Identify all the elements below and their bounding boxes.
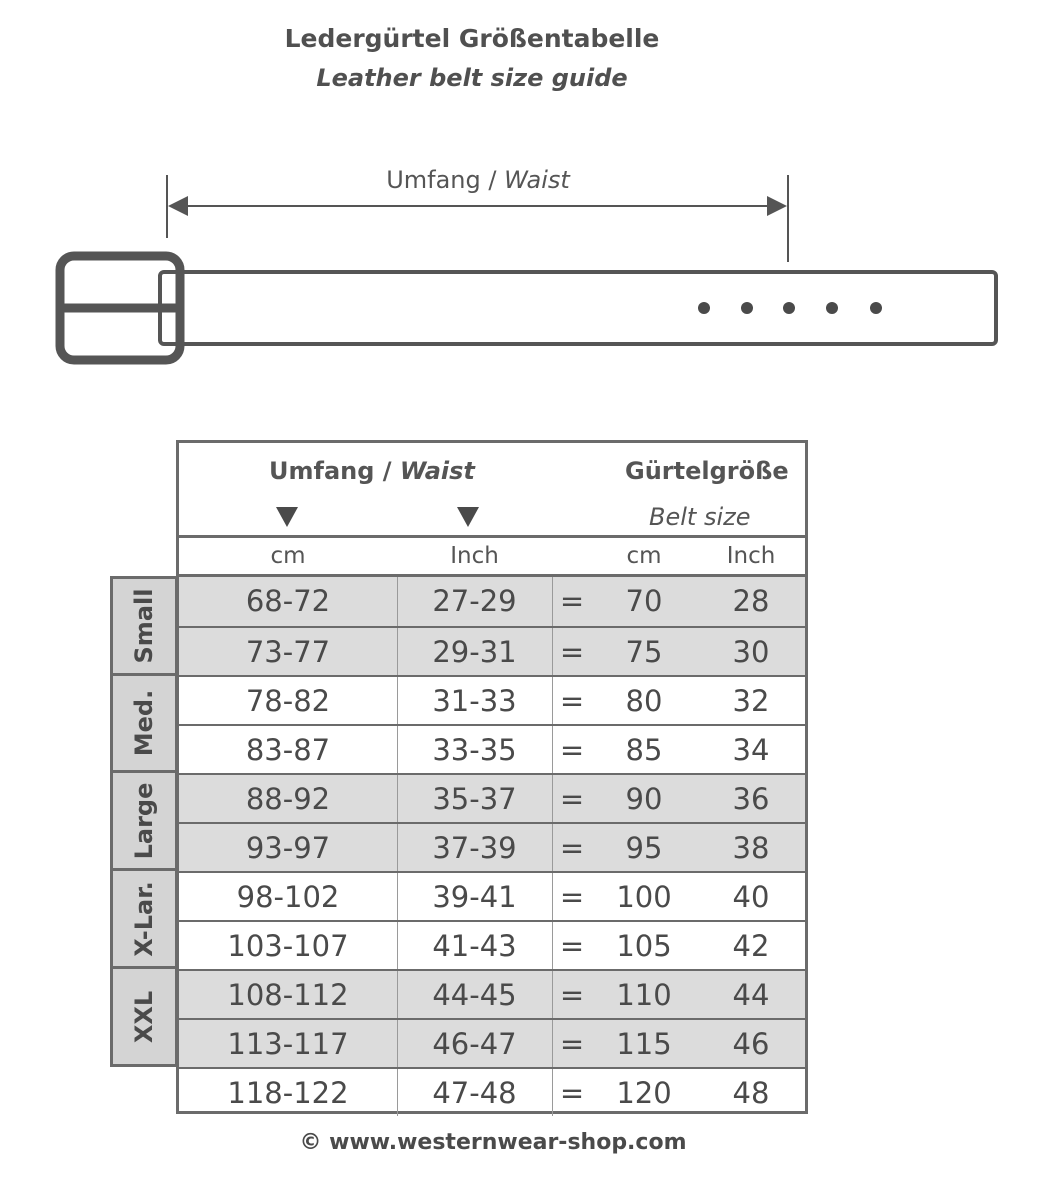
cell-belt-cm: 100: [616, 880, 672, 914]
cell-waist-cm: 113-117: [227, 1027, 349, 1061]
cell-belt-cm: 110: [616, 978, 672, 1012]
cell-belt-cm: 85: [625, 733, 663, 767]
table-header: [179, 443, 805, 538]
cell-waist-inch: 29-31: [432, 635, 517, 669]
cell-waist-cm: 93-97: [245, 831, 331, 865]
header-belt-size-de: Gürtelgröße: [625, 457, 789, 485]
column-divider: [552, 873, 553, 920]
table-row: [179, 773, 805, 822]
cell-belt-cm: 115: [616, 1027, 672, 1061]
cell-belt-inch: 30: [732, 635, 770, 669]
cell-waist-cm: 73-77: [245, 635, 331, 669]
cell-belt-inch: 34: [732, 733, 770, 767]
column-divider: [397, 577, 398, 626]
measure-arrow-left: [168, 196, 188, 216]
cell-equals: =: [559, 733, 585, 767]
column-divider: [397, 1069, 398, 1116]
cell-belt-inch: 28: [732, 584, 770, 618]
header-waist-de: Umfang /: [269, 457, 400, 485]
column-divider: [397, 824, 398, 871]
column-divider: [552, 577, 553, 626]
column-divider: [552, 677, 553, 724]
cell-waist-inch: 47-48: [432, 1076, 517, 1110]
cell-waist-cm: 103-107: [227, 929, 349, 963]
group-small: [110, 576, 178, 676]
cell-belt-inch: 46: [732, 1027, 770, 1061]
group-label: X-Lar.: [130, 880, 158, 957]
unit-waist-cm: cm: [270, 543, 306, 569]
cell-equals: =: [559, 978, 585, 1012]
belt-hole: [698, 302, 710, 314]
group-xlarge: [110, 868, 178, 969]
cell-waist-cm: 88-92: [245, 782, 331, 816]
group-large: [110, 770, 178, 871]
group-label: Med.: [130, 689, 158, 757]
group-label: Small: [130, 588, 158, 664]
cell-belt-cm: 120: [616, 1076, 672, 1110]
belt-hole: [783, 302, 795, 314]
group-label: Large: [130, 782, 158, 859]
column-divider: [397, 873, 398, 920]
belt-diagram: [0, 0, 1054, 400]
cell-belt-cm: 90: [625, 782, 663, 816]
table-row: [179, 675, 805, 724]
cell-waist-inch: 39-41: [432, 880, 517, 914]
cell-belt-inch: 32: [732, 684, 770, 718]
column-divider: [397, 922, 398, 969]
cell-belt-inch: 38: [732, 831, 770, 865]
cell-waist-inch: 44-45: [432, 978, 517, 1012]
cell-equals: =: [559, 584, 585, 618]
group-medium: [110, 673, 178, 773]
group-xxl: [110, 966, 178, 1067]
cell-belt-cm: 70: [625, 584, 663, 618]
cell-belt-cm: 105: [616, 929, 672, 963]
table-row: [179, 1018, 805, 1067]
cell-equals: =: [559, 635, 585, 669]
column-divider: [397, 628, 398, 675]
table-row: [179, 920, 805, 969]
column-divider: [552, 628, 553, 675]
table-row: [179, 1067, 805, 1116]
cell-waist-inch: 33-35: [432, 733, 517, 767]
column-divider: [552, 1069, 553, 1116]
cell-belt-cm: 80: [625, 684, 663, 718]
title-english: Leather belt size guide: [316, 64, 628, 92]
waist-label-de: Umfang /: [386, 166, 505, 194]
cell-belt-cm: 75: [625, 635, 663, 669]
measure-arrow-right: [767, 196, 787, 216]
cell-equals: =: [559, 831, 585, 865]
table-row: [179, 822, 805, 871]
cell-waist-cm: 118-122: [227, 1076, 349, 1110]
cell-equals: =: [559, 880, 585, 914]
header-waist-en: Waist: [399, 457, 475, 485]
cell-waist-cm: 108-112: [227, 978, 349, 1012]
cell-waist-inch: 31-33: [432, 684, 517, 718]
waist-label-en: Waist: [504, 166, 570, 194]
table-row: [179, 969, 805, 1018]
cell-equals: =: [559, 1076, 585, 1110]
table-row: [179, 871, 805, 920]
down-arrow-icon: [276, 507, 298, 527]
cell-equals: =: [559, 782, 585, 816]
cell-waist-cm: 83-87: [245, 733, 331, 767]
column-divider: [552, 726, 553, 773]
table-row: [179, 724, 805, 773]
down-arrow-icon: [457, 507, 479, 527]
column-divider: [397, 677, 398, 724]
unit-belt-inch: Inch: [726, 543, 776, 569]
belt-hole: [826, 302, 838, 314]
header-waist: [269, 457, 475, 485]
cell-belt-cm: 95: [625, 831, 663, 865]
cell-waist-cm: 98-102: [236, 880, 340, 914]
cell-belt-inch: 36: [732, 782, 770, 816]
cell-waist-cm: 68-72: [245, 584, 331, 618]
column-divider: [552, 775, 553, 822]
column-divider: [397, 1020, 398, 1067]
title-german: Ledergürtel Größentabelle: [284, 24, 660, 53]
column-divider: [397, 726, 398, 773]
table-row: [179, 577, 805, 626]
units-row: [179, 538, 805, 577]
column-divider: [552, 1020, 553, 1067]
table-row: [179, 626, 805, 675]
column-divider: [552, 824, 553, 871]
cell-belt-inch: 44: [732, 978, 770, 1012]
column-divider: [552, 971, 553, 1018]
cell-equals: =: [559, 929, 585, 963]
waist-measure-label: [300, 166, 656, 194]
cell-belt-inch: 40: [732, 880, 770, 914]
cell-waist-inch: 46-47: [432, 1027, 517, 1061]
column-divider: [397, 971, 398, 1018]
cell-belt-inch: 48: [732, 1076, 770, 1110]
cell-belt-inch: 42: [732, 929, 770, 963]
cell-equals: =: [559, 1027, 585, 1061]
cell-equals: =: [559, 684, 585, 718]
cell-waist-cm: 78-82: [245, 684, 331, 718]
cell-waist-inch: 35-37: [432, 782, 517, 816]
unit-belt-cm: cm: [626, 543, 662, 569]
cell-waist-inch: 27-29: [432, 584, 517, 618]
column-divider: [552, 922, 553, 969]
unit-waist-inch: Inch: [450, 543, 499, 569]
belt-hole: [870, 302, 882, 314]
belt-hole: [741, 302, 753, 314]
header-belt-size-en: Belt size: [649, 503, 751, 531]
column-divider: [397, 775, 398, 822]
size-table: [176, 440, 808, 1114]
cell-waist-inch: 37-39: [432, 831, 517, 865]
copyright-footer: © www.westernwear-shop.com: [299, 1130, 687, 1155]
group-label: XXL: [130, 990, 158, 1043]
cell-waist-inch: 41-43: [432, 929, 517, 963]
